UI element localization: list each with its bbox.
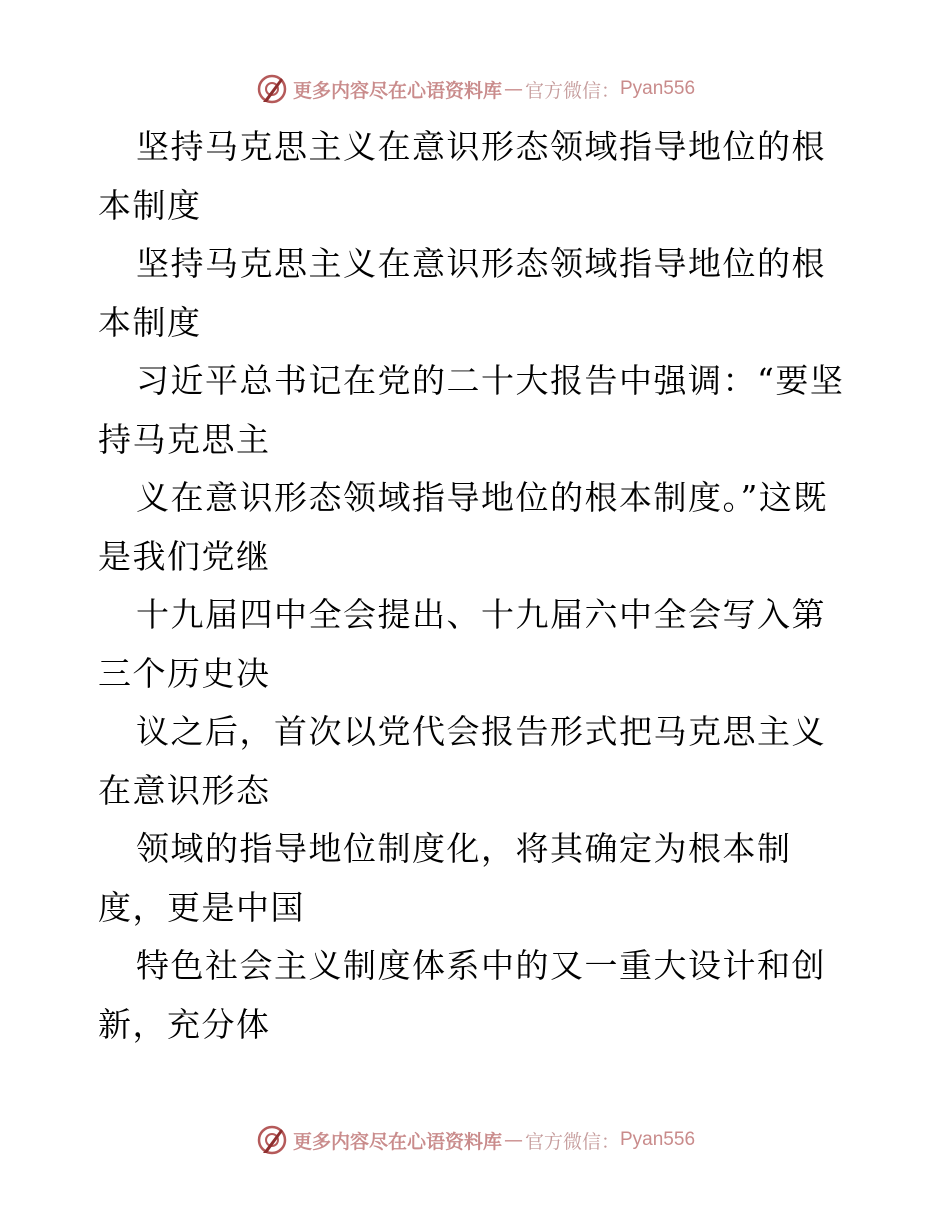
paragraph: 习近平总书记在党的二十大报告中强调：“要坚持马克思主 — [98, 361, 845, 459]
watermark-main-text: 更多内容尽在心语资料库 — [292, 79, 502, 102]
quill-pen-circle-icon — [255, 72, 289, 106]
paragraph: 义在意识形态领域指导地位的根本制度。”这既是我们党继 — [98, 478, 828, 576]
watermark-separator: — — [503, 1129, 523, 1151]
watermark-sub-text: 官方微信： — [524, 79, 620, 102]
watermark-main-text: 更多内容尽在心语资料库 — [292, 1130, 502, 1153]
document-body — [98, 118, 858, 1054]
paragraph: 特色社会主义制度体系中的又一重大设计和创新，充分体 — [98, 946, 826, 1044]
paragraph: 领域的指导地位制度化，将其确定为根本制度，更是中国 — [98, 829, 792, 927]
paragraph: 坚持马克思主义在意识形态领域指导地位的根本制度 — [98, 127, 826, 225]
watermark-separator: — — [503, 78, 523, 100]
quill-pen-circle-icon — [255, 1123, 289, 1157]
watermark-wechat-id: Pyan556 — [620, 1129, 696, 1150]
watermark-sub-text: 官方微信： — [524, 1130, 620, 1153]
watermark-wechat-id: Pyan556 — [620, 78, 696, 99]
paragraph: 坚持马克思主义在意识形态领域指导地位的根本制度 — [98, 244, 826, 342]
header-watermark — [0, 69, 950, 109]
paragraph: 十九届四中全会提出、十九届六中全会写入第三个历史决 — [98, 595, 826, 693]
paragraph: 议之后，首次以党代会报告形式把马克思主义在意识形态 — [98, 712, 826, 810]
footer-watermark — [0, 1120, 950, 1160]
